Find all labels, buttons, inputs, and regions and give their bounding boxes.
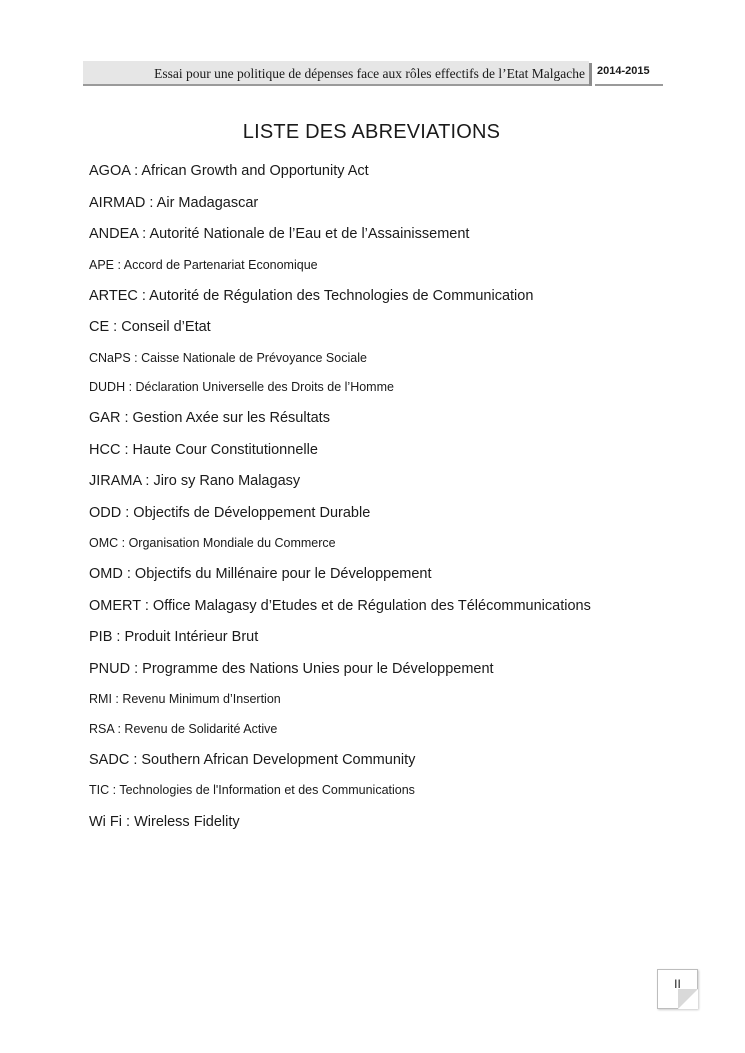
page-header [83, 61, 663, 87]
abbreviation-item: ODD : Objectifs de Développement Durable [89, 505, 371, 521]
header-year: 2014-2015 [595, 61, 663, 86]
abbreviation-item: ARTEC : Autorité de Régulation des Technologies de Communication [89, 288, 534, 304]
abbreviation-item: OMD : Objectifs du Millénaire pour le Développement [89, 566, 432, 582]
abbreviation-item: CE : Conseil d’Etat [89, 319, 211, 335]
page-title-text: LISTE DES ABREVIATIONS [242, 121, 501, 143]
abbreviation-item: RSA : Revenu de Solidarité Active [89, 722, 278, 736]
abbreviation-item: AGOA : African Growth and Opportunity Act [89, 163, 369, 179]
page-title [0, 121, 745, 144]
abbreviation-item: PNUD : Programme des Nations Unies pour le Développement [89, 661, 494, 677]
header-title: Essai pour une politique de dépenses face aux rôles effectifs de l’Etat Malgache [83, 61, 589, 86]
abbreviation-item: HCC : Haute Cour Constitutionnelle [89, 442, 318, 458]
header-separator [589, 63, 592, 86]
abbreviation-item: AIRMAD : Air Madagascar [89, 195, 259, 211]
abbreviation-item: JIRAMA : Jiro sy Rano Malagasy [89, 473, 301, 489]
abbreviation-item: OMC : Organisation Mondiale du Commerce [89, 536, 336, 550]
abbreviation-item: Wi Fi : Wireless Fidelity [89, 814, 240, 830]
abbreviation-item: DUDH : Déclaration Universelle des Droits de l’Homme [89, 380, 394, 394]
abbreviation-item: RMI : Revenu Minimum d’Insertion [89, 692, 281, 706]
abbreviation-item: PIB : Produit Intérieur Brut [89, 629, 259, 645]
abbreviation-item: SADC : Southern African Development Community [89, 752, 416, 768]
abbreviation-item: TIC : Technologies de l'Information et des Communications [89, 783, 415, 797]
page-number-box [657, 969, 698, 1009]
abbreviation-item: OMERT : Office Malagasy d’Etudes et de Régulation des Télécommunications [89, 598, 591, 614]
abbreviation-item: ANDEA : Autorité Nationale de l’Eau et de l’Assainissement [89, 226, 470, 242]
page-number: II [674, 977, 681, 991]
page-curl-corner [678, 989, 698, 1009]
abbreviation-item: GAR : Gestion Axée sur les Résultats [89, 410, 330, 426]
abbreviation-item: APE : Accord de Partenariat Economique [89, 258, 318, 272]
abbreviation-item: CNaPS : Caisse Nationale de Prévoyance Sociale [89, 351, 367, 365]
